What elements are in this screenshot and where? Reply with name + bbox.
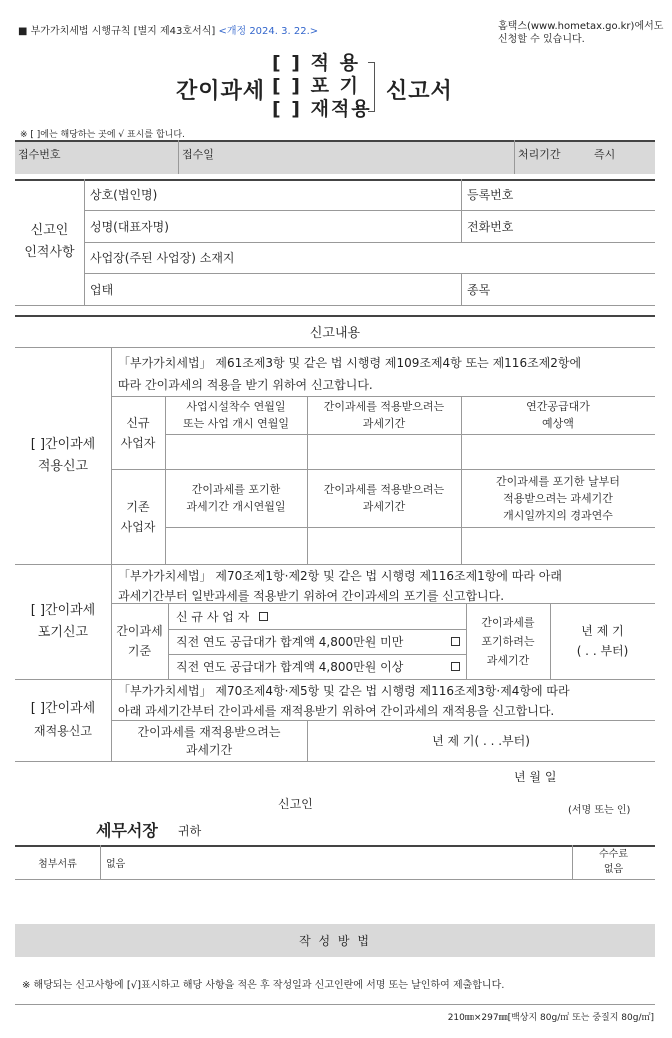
content-title: 신고내용 (309, 325, 361, 341)
new-business-label: 신규 사업자 (120, 415, 156, 450)
waive-option-new-business[interactable]: 신 규 사 업 자 (176, 603, 464, 629)
sign-or-seal[interactable]: (서명 또는 인) (568, 805, 631, 816)
reapply-period-label: 간이과세를 재적용받으려는 과세기간 (137, 724, 281, 757)
title-options (272, 52, 372, 121)
honorific: 귀하 (178, 824, 202, 838)
reapply-section-label: [ ]간이과세 재적용신고 (30, 701, 96, 738)
checkbox-icon[interactable] (451, 662, 460, 671)
form-reference (18, 22, 318, 37)
business-item-label: 종목 (467, 282, 491, 297)
reapply-period-value[interactable]: 년 제 기( . . .부터) (432, 734, 530, 748)
new-expected-supply-input[interactable] (462, 435, 654, 468)
signature-date[interactable]: 년 월 일 (514, 770, 557, 784)
waive-period-label: 간이과세를 포기하려는 과세기간 (481, 615, 535, 667)
receipt-date-label: 접수일 (182, 148, 214, 161)
fee-value: 없음 (603, 864, 624, 875)
title-right: 신고서 (386, 79, 453, 104)
attachments-label: 첨부서류 (38, 858, 77, 870)
reporter-label: 신고인 (278, 797, 313, 811)
old-col-waive-date: 간이과세를 포기한 과세기간 개시연월일 (186, 483, 286, 513)
fee-label: 수수료 (599, 849, 628, 860)
tax-office-chief: 세무서장 (96, 821, 158, 840)
waive-statement: 「부가가치세법」 제70조제1항·제2항 및 같은 법 시행령 제116조제1항에 따라 아래 과세기간부터 일반과세를 적용받기 위하여 간이과세의 포기를 신고합니다. (118, 569, 562, 603)
form-reference-prefix: ■ 부가가치세법 시행규칙 [별지 제43호서식] (18, 26, 219, 37)
new-col-expected-supply: 연간공급대가 예상액 (526, 400, 590, 430)
apply-statement: 「부가가치세법」 제61조제3항 및 같은 법 시행령 제109조제4항 또는 제116조제2항에 따라 간이과세의 적용을 받기 위하여 신고합니다. (118, 356, 582, 392)
new-col-tax-period: 간이과세를 적용받으려는 과세기간 (323, 400, 445, 430)
receipt-number-label: 접수번호 (18, 148, 61, 161)
apply-section-label: [ ]간이과세 적용신고 (30, 436, 96, 474)
title-bracket (368, 62, 375, 112)
old-col-elapsed-years: 간이과세를 포기한 날부터 적용받으려는 과세기간 개시일까지의 경과연수 (496, 474, 620, 522)
waive-option-above-threshold[interactable]: 직전 연도 공급대가 합계액 4,800만원 이상 (176, 654, 464, 679)
phone-label: 전화번호 (467, 219, 514, 234)
waive-period-value[interactable]: 년 제 기 ( . . 부터) (576, 624, 629, 658)
waive-section-label: [ ]간이과세 포기신고 (30, 602, 96, 640)
business-type-label: 업태 (90, 282, 114, 297)
reapply-statement: 「부가가치세법」 제70조제4항·제5항 및 같은 법 시행령 제116조제3항·제4항에 따라 아래 과세기간부터 간이과세를 재적용받기 위하여 간이과세의 재적용을 신고합니다. (118, 684, 570, 718)
existing-business-label: 기존 사업자 (120, 499, 156, 534)
attachments-value: 없음 (106, 858, 126, 870)
old-tax-period-input[interactable] (308, 528, 460, 563)
waive-option-below-threshold[interactable]: 직전 연도 공급대가 합계액 4,800만원 미만 (176, 629, 464, 654)
old-col-tax-period: 간이과세를 적용받으려는 과세기간 (323, 483, 445, 513)
title-left: 간이과세 (176, 79, 266, 104)
hometax-note: 홈택스(www.hometax.go.kr)에서도 신청할 수 있습니다. (498, 21, 664, 45)
processing-period-label: 처리기간 (518, 148, 561, 161)
old-waive-date-input[interactable] (166, 528, 306, 563)
applicant-section-label: 신고인 인적사항 (24, 223, 75, 260)
instructions-text: ※ 해당되는 신고사항에 [√]표시하고 해당 사항을 적은 후 작성일과 신고인란에 서명 또는 날인하여 제출합니다. (22, 980, 505, 991)
processing-period-value: 즉시 (594, 148, 616, 161)
form-revision: <개정 2024. 3. 22.> (218, 26, 319, 37)
new-col-start-date: 사업시설착수 연월일 또는 사업 개시 연월일 (182, 400, 290, 430)
checkbox-icon[interactable] (451, 637, 460, 646)
fee (572, 845, 655, 879)
address-label: 사업장(주된 사업장) 소재지 (90, 251, 235, 265)
paper-spec: 210㎜×297㎜[백상지 80g/㎡ 또는 중질지 80g/㎡] (447, 1013, 654, 1023)
check-note: ※ [ ]에는 해당하는 곳에 √ 표시를 합니다. (20, 130, 185, 140)
name-label: 성명(대표자명) (90, 219, 169, 234)
trade-name-label: 상호(법인명) (90, 188, 158, 202)
new-tax-period-input[interactable] (308, 435, 460, 468)
title-option-reapply: [ ] 재적용 (272, 98, 372, 120)
checkbox-icon[interactable] (259, 612, 268, 621)
waive-criteria-label: 간이과세 기준 (116, 624, 163, 658)
new-start-date-input[interactable] (166, 435, 306, 468)
title-option-apply: [ ] 적 용 (272, 52, 360, 74)
old-elapsed-years-input[interactable] (462, 528, 654, 563)
instructions-title: 작 성 방 법 (15, 924, 655, 957)
reg-number-label: 등록번호 (467, 188, 514, 202)
title-option-waive: [ ] 포 기 (272, 75, 360, 97)
